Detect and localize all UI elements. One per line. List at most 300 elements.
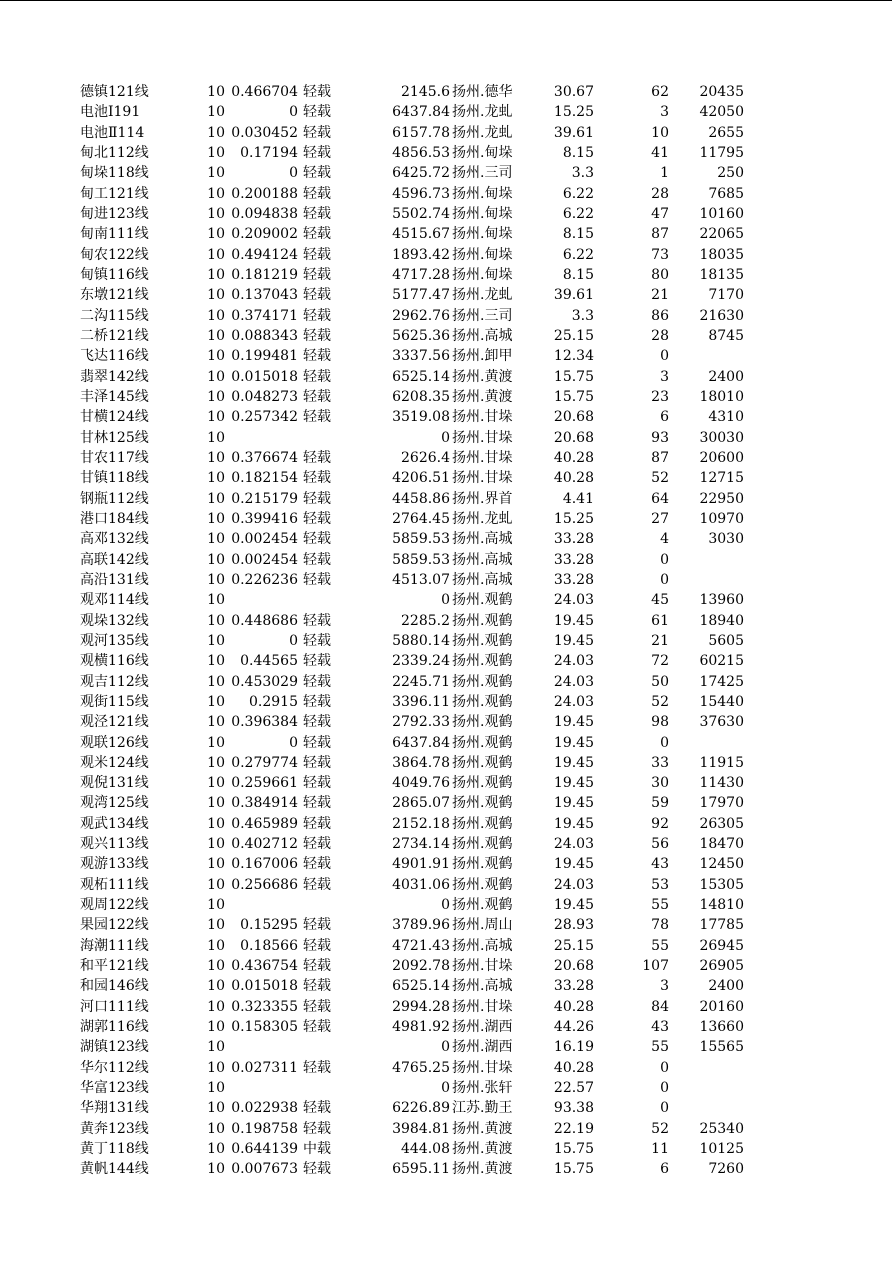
- load-ratio-cell[interactable]: 0.022938: [231, 1100, 298, 1117]
- capacity-value-cell[interactable]: 4513.07: [392, 571, 450, 588]
- line-name-cell[interactable]: 观柘111线: [80, 876, 149, 893]
- metric-a-cell[interactable]: 40.28: [553, 449, 594, 466]
- metric-c-cell[interactable]: 18135: [699, 266, 744, 283]
- line-name-cell[interactable]: 高邓132线: [80, 531, 149, 548]
- metric-b-cell[interactable]: 28: [651, 185, 669, 202]
- load-ratio-cell[interactable]: 0.374171: [231, 307, 298, 324]
- metric-b-cell[interactable]: 52: [651, 470, 669, 487]
- voltage-cell[interactable]: 10: [207, 693, 225, 710]
- substation-cell[interactable]: 扬州.甘垛: [452, 998, 513, 1015]
- line-name-cell[interactable]: 甸工121线: [80, 185, 149, 202]
- load-ratio-cell[interactable]: 0.137043: [231, 287, 298, 304]
- substation-cell[interactable]: 扬州.黄渡: [452, 1161, 513, 1178]
- voltage-cell[interactable]: 10: [207, 368, 225, 385]
- load-ratio-cell[interactable]: 0.436754: [231, 958, 298, 975]
- voltage-cell[interactable]: 10: [207, 653, 225, 670]
- metric-a-cell[interactable]: 19.45: [553, 775, 594, 792]
- line-name-cell[interactable]: 黄帆144线: [80, 1161, 149, 1178]
- load-status-cell[interactable]: 轻载: [303, 998, 331, 1015]
- voltage-cell[interactable]: 10: [207, 958, 225, 975]
- load-ratio-cell[interactable]: 0.209002: [231, 226, 298, 243]
- load-ratio-cell[interactable]: 0.002454: [231, 531, 298, 548]
- metric-b-cell[interactable]: 0: [660, 1100, 669, 1117]
- metric-c-cell[interactable]: 12450: [699, 856, 744, 873]
- capacity-value-cell[interactable]: 4717.28: [392, 266, 450, 283]
- load-status-cell[interactable]: [303, 428, 339, 448]
- substation-cell[interactable]: 扬州.观鹤: [452, 714, 513, 731]
- load-status-cell[interactable]: 轻载: [303, 531, 331, 548]
- substation-cell[interactable]: 扬州.甘垛: [452, 429, 513, 446]
- capacity-value-cell[interactable]: 2865.07: [392, 795, 450, 812]
- load-status-cell[interactable]: [303, 1078, 339, 1098]
- substation-cell[interactable]: 扬州.甸垛: [452, 266, 513, 283]
- substation-cell[interactable]: 扬州.甘垛: [452, 409, 513, 426]
- load-status-cell[interactable]: 轻载: [303, 470, 331, 487]
- metric-c-cell[interactable]: 250: [717, 165, 744, 182]
- voltage-cell[interactable]: 10: [207, 165, 225, 182]
- metric-c-cell[interactable]: 60215: [699, 653, 744, 670]
- load-ratio-cell[interactable]: 0.226236: [231, 571, 298, 588]
- capacity-value-cell[interactable]: 0: [441, 1039, 450, 1056]
- metric-b-cell[interactable]: 43: [651, 856, 669, 873]
- substation-cell[interactable]: 扬州.甸垛: [452, 185, 513, 202]
- substation-cell[interactable]: 扬州.高城: [452, 327, 513, 344]
- substation-cell[interactable]: 扬州.张轩: [452, 1080, 513, 1097]
- capacity-value-cell[interactable]: 3519.08: [392, 409, 450, 426]
- voltage-cell[interactable]: 10: [207, 937, 225, 954]
- load-status-cell[interactable]: 轻载: [303, 754, 331, 771]
- metric-c-cell[interactable]: 25340: [699, 1120, 744, 1137]
- metric-c-cell[interactable]: 7260: [708, 1161, 744, 1178]
- capacity-value-cell[interactable]: 6437.84: [392, 104, 450, 121]
- line-name-cell[interactable]: 甸垛118线: [80, 165, 149, 182]
- voltage-cell[interactable]: 10: [207, 1100, 225, 1117]
- load-ratio-cell[interactable]: [228, 590, 298, 610]
- capacity-value-cell[interactable]: 0: [441, 592, 450, 609]
- voltage-cell[interactable]: 10: [207, 307, 225, 324]
- line-name-cell[interactable]: 高沿131线: [80, 571, 149, 588]
- substation-cell[interactable]: 扬州.高城: [452, 531, 513, 548]
- metric-a-cell[interactable]: 6.22: [562, 185, 594, 202]
- capacity-value-cell[interactable]: 6525.14: [392, 368, 450, 385]
- line-name-cell[interactable]: 甘农117线: [80, 449, 149, 466]
- load-status-cell[interactable]: 轻载: [303, 409, 331, 426]
- load-ratio-cell[interactable]: 0.181219: [231, 266, 298, 283]
- voltage-cell[interactable]: 10: [207, 754, 225, 771]
- capacity-value-cell[interactable]: 6208.35: [392, 388, 450, 405]
- substation-cell[interactable]: 扬州.龙虬: [452, 287, 513, 304]
- voltage-cell[interactable]: 10: [207, 185, 225, 202]
- metric-a-cell[interactable]: 8.15: [562, 144, 594, 161]
- line-name-cell[interactable]: 观邓114线: [80, 592, 149, 609]
- metric-a-cell[interactable]: 25.15: [553, 937, 594, 954]
- load-status-cell[interactable]: 轻载: [303, 348, 331, 365]
- load-ratio-cell[interactable]: 0.030452: [231, 124, 298, 141]
- metric-a-cell[interactable]: 15.75: [553, 1141, 594, 1158]
- load-ratio-cell[interactable]: 0.453029: [231, 673, 298, 690]
- metric-a-cell[interactable]: 24.03: [553, 693, 594, 710]
- line-name-cell[interactable]: 丰泽145线: [80, 388, 149, 405]
- metric-b-cell[interactable]: 27: [651, 510, 669, 527]
- metric-a-cell[interactable]: 20.68: [553, 429, 594, 446]
- load-status-cell[interactable]: 轻载: [303, 185, 331, 202]
- line-name-cell[interactable]: 华尔112线: [80, 1059, 149, 1076]
- substation-cell[interactable]: 扬州.观鹤: [452, 592, 513, 609]
- metric-a-cell[interactable]: 4.41: [562, 490, 594, 507]
- load-status-cell[interactable]: [303, 1037, 339, 1057]
- voltage-cell[interactable]: 10: [207, 978, 225, 995]
- metric-a-cell[interactable]: 19.45: [553, 612, 594, 629]
- substation-cell[interactable]: 扬州.湖西: [452, 1039, 513, 1056]
- capacity-value-cell[interactable]: 3984.81: [392, 1120, 450, 1137]
- metric-b-cell[interactable]: 87: [651, 449, 669, 466]
- metric-b-cell[interactable]: 0: [660, 1059, 669, 1076]
- voltage-cell[interactable]: 10: [207, 104, 225, 121]
- metric-c-cell[interactable]: 7685: [708, 185, 744, 202]
- metric-a-cell[interactable]: 15.75: [553, 388, 594, 405]
- metric-b-cell[interactable]: 45: [651, 592, 669, 609]
- capacity-value-cell[interactable]: 2092.78: [392, 958, 450, 975]
- substation-cell[interactable]: 扬州.观鹤: [452, 612, 513, 629]
- substation-cell[interactable]: 扬州.观鹤: [452, 775, 513, 792]
- metric-b-cell[interactable]: 0: [660, 734, 669, 751]
- substation-cell[interactable]: 扬州.高城: [452, 571, 513, 588]
- capacity-value-cell[interactable]: 6157.78: [392, 124, 450, 141]
- load-ratio-cell[interactable]: 0: [289, 165, 298, 182]
- line-name-cell[interactable]: 观米124线: [80, 754, 149, 771]
- voltage-cell[interactable]: 10: [207, 856, 225, 873]
- metric-b-cell[interactable]: 55: [651, 897, 669, 914]
- metric-b-cell[interactable]: 59: [651, 795, 669, 812]
- line-name-cell[interactable]: 和园146线: [80, 978, 149, 995]
- load-ratio-cell[interactable]: 0.198758: [231, 1120, 298, 1137]
- capacity-value-cell[interactable]: 2764.45: [392, 510, 450, 527]
- metric-a-cell[interactable]: 40.28: [553, 470, 594, 487]
- load-ratio-cell[interactable]: 0.167006: [231, 856, 298, 873]
- metric-b-cell[interactable]: 107: [642, 958, 669, 975]
- line-name-cell[interactable]: 飞达116线: [80, 348, 149, 365]
- metric-b-cell[interactable]: 6: [660, 1161, 669, 1178]
- load-ratio-cell[interactable]: 0.2915: [249, 693, 298, 710]
- load-status-cell[interactable]: 轻载: [303, 307, 331, 324]
- metric-c-cell[interactable]: 8745: [708, 327, 744, 344]
- metric-a-cell[interactable]: 19.45: [553, 734, 594, 751]
- metric-c-cell[interactable]: 21630: [699, 307, 744, 324]
- substation-cell[interactable]: 扬州.界首: [452, 490, 513, 507]
- substation-cell[interactable]: 扬州.观鹤: [452, 693, 513, 710]
- metric-b-cell[interactable]: 33: [651, 754, 669, 771]
- load-ratio-cell[interactable]: 0.15295: [240, 917, 298, 934]
- load-status-cell[interactable]: 轻载: [303, 124, 331, 141]
- voltage-cell[interactable]: 10: [207, 1059, 225, 1076]
- voltage-cell[interactable]: 10: [207, 1161, 225, 1178]
- capacity-value-cell[interactable]: 4458.86: [392, 490, 450, 507]
- capacity-value-cell[interactable]: 5177.47: [392, 287, 450, 304]
- metric-a-cell[interactable]: 6.22: [562, 205, 594, 222]
- metric-b-cell[interactable]: 0: [660, 348, 669, 365]
- load-status-cell[interactable]: 轻载: [303, 876, 331, 893]
- line-name-cell[interactable]: 观武134线: [80, 815, 149, 832]
- metric-c-cell[interactable]: 22065: [699, 226, 744, 243]
- load-status-cell[interactable]: 轻载: [303, 510, 331, 527]
- line-name-cell[interactable]: 黄奔123线: [80, 1120, 149, 1137]
- metric-b-cell[interactable]: 61: [651, 612, 669, 629]
- load-ratio-cell[interactable]: 0.094838: [231, 205, 298, 222]
- metric-b-cell[interactable]: 3: [660, 978, 669, 995]
- substation-cell[interactable]: 扬州.龙虬: [452, 510, 513, 527]
- capacity-value-cell[interactable]: 2994.28: [392, 998, 450, 1015]
- substation-cell[interactable]: 扬州.黄渡: [452, 388, 513, 405]
- capacity-value-cell[interactable]: 444.08: [401, 1141, 450, 1158]
- capacity-value-cell[interactable]: 3789.96: [392, 917, 450, 934]
- voltage-cell[interactable]: 10: [207, 124, 225, 141]
- load-ratio-cell[interactable]: 0: [289, 632, 298, 649]
- metric-b-cell[interactable]: 93: [651, 429, 669, 446]
- capacity-value-cell[interactable]: 4031.06: [392, 876, 450, 893]
- metric-b-cell[interactable]: 55: [651, 1039, 669, 1056]
- substation-cell[interactable]: 扬州.三司: [452, 307, 513, 324]
- metric-c-cell[interactable]: 11430: [699, 775, 744, 792]
- voltage-cell[interactable]: 10: [207, 429, 225, 446]
- capacity-value-cell[interactable]: 5859.53: [392, 551, 450, 568]
- metric-a-cell[interactable]: 8.15: [562, 266, 594, 283]
- metric-b-cell[interactable]: 64: [651, 490, 669, 507]
- voltage-cell[interactable]: 10: [207, 287, 225, 304]
- capacity-value-cell[interactable]: 2245.71: [392, 673, 450, 690]
- line-name-cell[interactable]: 华翔131线: [80, 1100, 149, 1117]
- substation-cell[interactable]: 扬州.观鹤: [452, 754, 513, 771]
- load-status-cell[interactable]: 轻载: [303, 287, 331, 304]
- load-ratio-cell[interactable]: [228, 1078, 298, 1098]
- voltage-cell[interactable]: 10: [207, 998, 225, 1015]
- load-status-cell[interactable]: 轻载: [303, 958, 331, 975]
- metric-b-cell[interactable]: 28: [651, 327, 669, 344]
- load-ratio-cell[interactable]: 0.182154: [231, 470, 298, 487]
- line-name-cell[interactable]: 河口111线: [80, 998, 149, 1015]
- capacity-value-cell[interactable]: 3864.78: [392, 754, 450, 771]
- load-ratio-cell[interactable]: 0.088343: [231, 327, 298, 344]
- voltage-cell[interactable]: 10: [207, 1019, 225, 1036]
- load-status-cell[interactable]: 轻载: [303, 368, 331, 385]
- metric-a-cell[interactable]: 19.45: [553, 632, 594, 649]
- metric-a-cell[interactable]: 15.75: [553, 368, 594, 385]
- load-ratio-cell[interactable]: [228, 1037, 298, 1057]
- capacity-value-cell[interactable]: 0: [441, 897, 450, 914]
- metric-a-cell[interactable]: 15.25: [553, 104, 594, 121]
- capacity-value-cell[interactable]: 5502.74: [392, 205, 450, 222]
- line-name-cell[interactable]: 甘横124线: [80, 409, 149, 426]
- load-status-cell[interactable]: 轻载: [303, 978, 331, 995]
- metric-c-cell[interactable]: 2400: [708, 978, 744, 995]
- load-ratio-cell[interactable]: 0.44565: [240, 653, 298, 670]
- metric-a-cell[interactable]: 39.61: [553, 124, 594, 141]
- load-status-cell[interactable]: 轻载: [303, 673, 331, 690]
- metric-c-cell[interactable]: 15305: [699, 876, 744, 893]
- voltage-cell[interactable]: 10: [207, 409, 225, 426]
- metric-c-cell[interactable]: 18035: [699, 246, 744, 263]
- voltage-cell[interactable]: 10: [207, 388, 225, 405]
- line-name-cell[interactable]: 东墩121线: [80, 287, 149, 304]
- voltage-cell[interactable]: 10: [207, 897, 225, 914]
- substation-cell[interactable]: 扬州.甸垛: [452, 246, 513, 263]
- load-ratio-cell[interactable]: 0.007673: [231, 1161, 298, 1178]
- voltage-cell[interactable]: 10: [207, 449, 225, 466]
- line-name-cell[interactable]: 观街115线: [80, 693, 149, 710]
- substation-cell[interactable]: 江苏.勤王: [452, 1100, 513, 1117]
- load-ratio-cell[interactable]: 0.048273: [231, 388, 298, 405]
- metric-a-cell[interactable]: 15.75: [553, 1161, 594, 1178]
- load-ratio-cell[interactable]: 0.18566: [240, 937, 298, 954]
- voltage-cell[interactable]: 10: [207, 84, 225, 100]
- metric-c-cell[interactable]: [670, 1058, 744, 1078]
- substation-cell[interactable]: 扬州.甘垛: [452, 958, 513, 975]
- load-status-cell[interactable]: 轻载: [303, 632, 331, 649]
- load-status-cell[interactable]: 轻载: [303, 84, 331, 100]
- substation-cell[interactable]: 扬州.德华: [452, 84, 513, 100]
- substation-cell[interactable]: 扬州.卸甲: [452, 348, 513, 365]
- metric-b-cell[interactable]: 43: [651, 1019, 669, 1036]
- metric-b-cell[interactable]: 86: [651, 307, 669, 324]
- capacity-value-cell[interactable]: 4856.53: [392, 144, 450, 161]
- voltage-cell[interactable]: 10: [207, 348, 225, 365]
- load-ratio-cell[interactable]: 0.376674: [231, 449, 298, 466]
- metric-c-cell[interactable]: 26945: [699, 937, 744, 954]
- voltage-cell[interactable]: 10: [207, 815, 225, 832]
- metric-a-cell[interactable]: 19.45: [553, 815, 594, 832]
- metric-a-cell[interactable]: 15.25: [553, 510, 594, 527]
- line-name-cell[interactable]: 二桥121线: [80, 327, 149, 344]
- metric-b-cell[interactable]: 6: [660, 409, 669, 426]
- metric-c-cell[interactable]: 10125: [699, 1141, 744, 1158]
- voltage-cell[interactable]: 10: [207, 714, 225, 731]
- load-ratio-cell[interactable]: 0.399416: [231, 510, 298, 527]
- line-name-cell[interactable]: 湖郭116线: [80, 1019, 149, 1036]
- metric-b-cell[interactable]: 0: [660, 571, 669, 588]
- load-status-cell[interactable]: 轻载: [303, 1100, 331, 1117]
- substation-cell[interactable]: 扬州.观鹤: [452, 653, 513, 670]
- load-status-cell[interactable]: 轻载: [303, 612, 331, 629]
- metric-c-cell[interactable]: [670, 1098, 744, 1118]
- load-status-cell[interactable]: 轻载: [303, 551, 331, 568]
- voltage-cell[interactable]: 10: [207, 1039, 225, 1056]
- metric-c-cell[interactable]: 12715: [699, 470, 744, 487]
- load-status-cell[interactable]: 轻载: [303, 205, 331, 222]
- capacity-value-cell[interactable]: 3337.56: [392, 348, 450, 365]
- capacity-value-cell[interactable]: 4765.25: [392, 1059, 450, 1076]
- metric-b-cell[interactable]: 73: [651, 246, 669, 263]
- load-status-cell[interactable]: 轻载: [303, 226, 331, 243]
- metric-b-cell[interactable]: 55: [651, 937, 669, 954]
- metric-c-cell[interactable]: 18940: [699, 612, 744, 629]
- load-status-cell[interactable]: [303, 895, 339, 915]
- load-ratio-cell[interactable]: 0.402712: [231, 836, 298, 853]
- capacity-value-cell[interactable]: 6425.72: [392, 165, 450, 182]
- load-ratio-cell[interactable]: 0.158305: [231, 1019, 298, 1036]
- substation-cell[interactable]: 扬州.观鹤: [452, 632, 513, 649]
- load-status-cell[interactable]: 轻载: [303, 815, 331, 832]
- line-name-cell[interactable]: 观周122线: [80, 897, 149, 914]
- load-status-cell[interactable]: 轻载: [303, 1120, 331, 1137]
- capacity-value-cell[interactable]: 4206.51: [392, 470, 450, 487]
- capacity-value-cell[interactable]: 4901.91: [392, 856, 450, 873]
- line-name-cell[interactable]: 高联142线: [80, 551, 149, 568]
- substation-cell[interactable]: 扬州.龙虬: [452, 104, 513, 121]
- metric-a-cell[interactable]: 24.03: [553, 592, 594, 609]
- metric-a-cell[interactable]: 20.68: [553, 958, 594, 975]
- metric-c-cell[interactable]: 20435: [699, 84, 744, 100]
- load-ratio-cell[interactable]: 0.396384: [231, 714, 298, 731]
- metric-c-cell[interactable]: 22950: [699, 490, 744, 507]
- metric-c-cell[interactable]: 30030: [699, 429, 744, 446]
- metric-c-cell[interactable]: [670, 733, 744, 753]
- metric-c-cell[interactable]: 3030: [708, 531, 744, 548]
- capacity-value-cell[interactable]: 4981.92: [392, 1019, 450, 1036]
- metric-b-cell[interactable]: 3: [660, 368, 669, 385]
- load-ratio-cell[interactable]: 0.448686: [231, 612, 298, 629]
- metric-a-cell[interactable]: 12.34: [553, 348, 594, 365]
- voltage-cell[interactable]: 10: [207, 673, 225, 690]
- load-ratio-cell[interactable]: 0.027311: [231, 1059, 298, 1076]
- capacity-value-cell[interactable]: 3396.11: [392, 693, 450, 710]
- metric-b-cell[interactable]: 98: [651, 714, 669, 731]
- voltage-cell[interactable]: 10: [207, 246, 225, 263]
- metric-a-cell[interactable]: 33.28: [553, 531, 594, 548]
- capacity-value-cell[interactable]: 2626.4: [401, 449, 450, 466]
- load-ratio-cell[interactable]: 0.256686: [231, 876, 298, 893]
- capacity-value-cell[interactable]: 5859.53: [392, 531, 450, 548]
- metric-a-cell[interactable]: 30.67: [553, 84, 594, 100]
- voltage-cell[interactable]: 10: [207, 327, 225, 344]
- substation-cell[interactable]: 扬州.观鹤: [452, 673, 513, 690]
- line-name-cell[interactable]: 观垛132线: [80, 612, 149, 629]
- load-ratio-cell[interactable]: 0.323355: [231, 998, 298, 1015]
- line-name-cell[interactable]: 黄丁118线: [80, 1141, 149, 1158]
- load-ratio-cell[interactable]: 0.257342: [231, 409, 298, 426]
- load-status-cell[interactable]: 轻载: [303, 714, 331, 731]
- line-name-cell[interactable]: 甸南111线: [80, 226, 149, 243]
- load-ratio-cell[interactable]: 0.494124: [231, 246, 298, 263]
- metric-c-cell[interactable]: 42050: [699, 104, 744, 121]
- load-status-cell[interactable]: 轻载: [303, 734, 331, 751]
- metric-a-cell[interactable]: 44.26: [553, 1019, 594, 1036]
- load-status-cell[interactable]: 轻载: [303, 1059, 331, 1076]
- capacity-value-cell[interactable]: 4049.76: [392, 775, 450, 792]
- capacity-value-cell[interactable]: 2734.14: [392, 836, 450, 853]
- load-ratio-cell[interactable]: 0.002454: [231, 551, 298, 568]
- substation-cell[interactable]: 扬州.周山: [452, 917, 513, 934]
- metric-a-cell[interactable]: 24.03: [553, 673, 594, 690]
- load-status-cell[interactable]: 轻载: [303, 856, 331, 873]
- metric-b-cell[interactable]: 87: [651, 226, 669, 243]
- load-ratio-cell[interactable]: 0.384914: [231, 795, 298, 812]
- capacity-value-cell[interactable]: 2152.18: [392, 815, 450, 832]
- voltage-cell[interactable]: 10: [207, 266, 225, 283]
- metric-a-cell[interactable]: 3.3: [571, 165, 594, 182]
- metric-a-cell[interactable]: 19.45: [553, 795, 594, 812]
- line-name-cell[interactable]: 甘镇118线: [80, 470, 149, 487]
- metric-a-cell[interactable]: 40.28: [553, 998, 594, 1015]
- voltage-cell[interactable]: 10: [207, 1141, 225, 1158]
- metric-b-cell[interactable]: 10: [651, 124, 669, 141]
- load-status-cell[interactable]: 轻载: [303, 917, 331, 934]
- voltage-cell[interactable]: 10: [207, 571, 225, 588]
- line-name-cell[interactable]: 甸镇116线: [80, 266, 149, 283]
- load-ratio-cell[interactable]: [228, 895, 298, 915]
- metric-c-cell[interactable]: 26305: [699, 815, 744, 832]
- substation-cell[interactable]: 扬州.观鹤: [452, 734, 513, 751]
- line-name-cell[interactable]: 海潮111线: [80, 937, 149, 954]
- line-name-cell[interactable]: 港口184线: [80, 510, 149, 527]
